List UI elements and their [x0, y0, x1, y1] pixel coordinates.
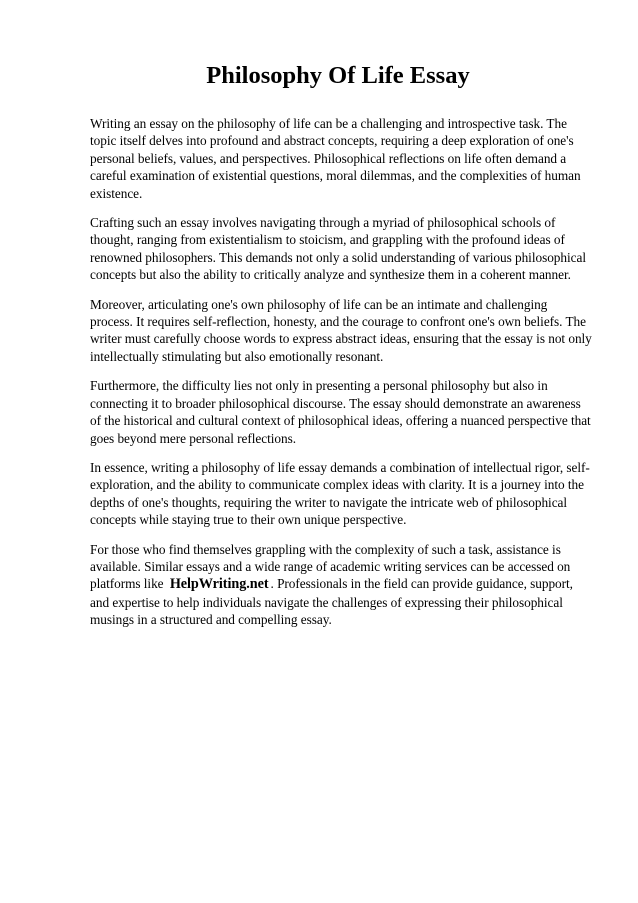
paragraph-3: Moreover, articulating one's own philosophy of life can be an intimate and challenging process. It requires self-reflection, honesty, and the courage to confront one's own beliefs. The writer must carefully choose words to express abstract ideas, ensuring that the essay is not only intellectually stimulating but also emotionally resonant. [90, 296, 592, 364]
paragraph-2: Crafting such an essay involves navigating through a myriad of philosophical schools of thought, ranging from existentialism to stoicism, and grappling with the profound ideas of renowned philosophers. This demands not only a solid understanding of various philosophical concepts but also the ability to critically analyze and synthesize them in a coherent manner. [90, 215, 586, 283]
paragraph-1: Writing an essay on the philosophy of life can be a challenging and introspective task. The topic itself delves into profound and abstract concepts, requiring a deep exploration of one's personal beliefs, values, and perspectives. Philosophical reflections on life often demand a careful examination of existential questions, moral dilemmas, and the complexities of human existence. [90, 116, 581, 201]
helpwriting-link[interactable]: HelpWriting.net [169, 576, 269, 593]
paragraph-6-text-before-link: For those who find themselves grappling with the complexity of such a task, assistance is available. Similar essays and a wide range of academic writing services can be accessed on platforms like [90, 541, 571, 592]
paragraph-5: In essence, writing a philosophy of life essay demands a combination of intellectual rigor, self-exploration, and the ability to communicate complex ideas with clarity. It is a journey into the depths of one's thoughts, requiring the writer to navigate the intricate web of philosophical concepts while staying true to their own unique perspective. [90, 459, 590, 528]
paragraph-6-text-after-link: . Professionals in the field can provide guidance, support, and expertise to help individuals navigate the challenges of expressing their philosophical musings in a structured and compelling essay. [90, 576, 573, 628]
paragraph-6 [90, 541, 592, 629]
paragraph-4: Furthermore, the difficulty lies not only in presenting a personal philosophy but also in connecting it to broader philosophical discourse. The essay should demonstrate an awareness of the historical and cultural context of philosophical ideas, offering a nuanced perspective that goes beyond mere personal reflections. [90, 378, 591, 446]
document-title: Philosophy Of Life Essay [206, 62, 470, 89]
